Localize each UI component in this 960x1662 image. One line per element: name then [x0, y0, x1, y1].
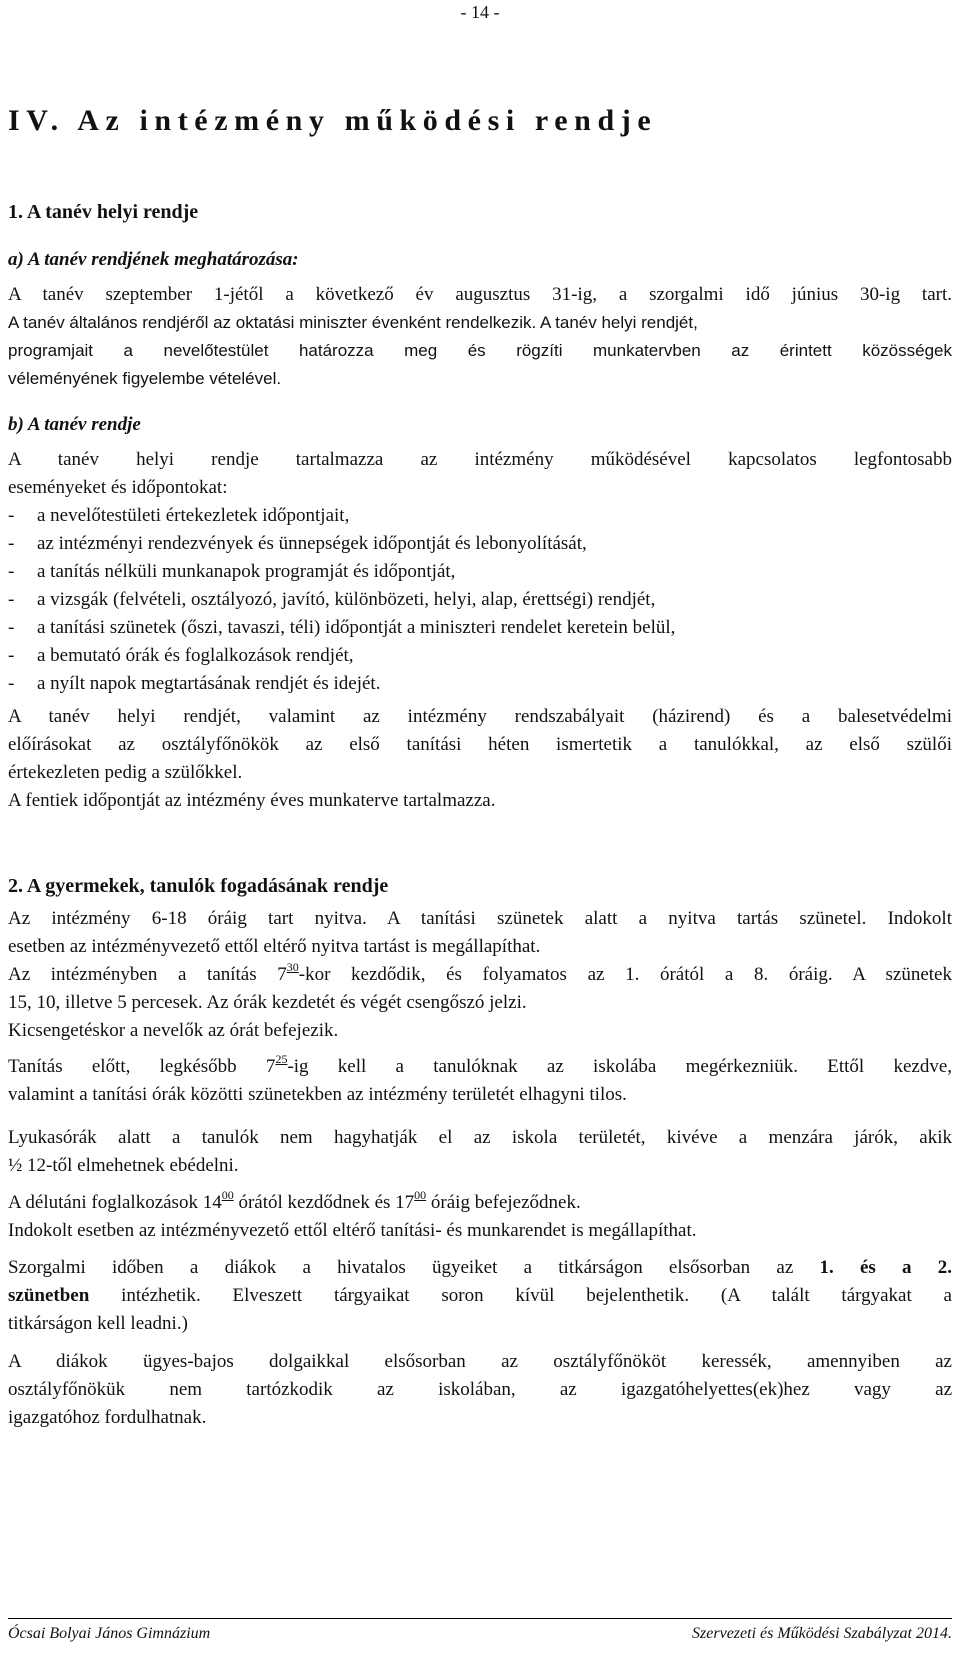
text-line: A tanév helyi rendjét, valamint az intézmény rendszabályait (házirend) és a balesetvédelmi	[8, 706, 952, 727]
text-line: 15, 10, illetve 5 percesek. Az órák kezdetét és végét csengőszó jelzi.	[8, 992, 527, 1013]
text-line: A délutáni foglalkozások $14^{00}$ órától kezdődnek és $17^{00}$ óráig befejeződnek.	[8, 1187, 581, 1213]
text-line: Indokolt esetben az intézményvezető ettől eltérő tanítási- és munkarendet is megállapíthat.	[8, 1220, 697, 1241]
list-item: - a nyílt napok megtartásának rendjét és idejét.	[8, 673, 381, 694]
section-1-heading: 1. A tanév helyi rendje	[8, 201, 199, 223]
subsection-b-intro	[8, 446, 952, 502]
afternoon-activities-paragraph	[8, 1189, 952, 1245]
page-footer	[8, 1618, 952, 1643]
subsection-b-heading: b) A tanév rendje	[8, 414, 141, 435]
text-line: igazgatóhoz fordulhatnak.	[8, 1407, 207, 1428]
subsection-a-text	[8, 281, 952, 309]
text-line: Lyukasórák alatt a tanulók nem hagyhatják el az iskola területét, kivéve a menzára járók, akik	[8, 1127, 952, 1148]
list-item: - a nevelőtestületi értekezletek időpontjait,	[8, 505, 350, 526]
free-period-paragraph	[8, 1124, 952, 1180]
list-item: - a tanítási szünetek (őszi, tavaszi, téli) időpontját a miniszteri rendelet keretein belül,	[8, 617, 676, 638]
text-line: Tanítás előtt, legkésőbb $7^{25}-ig$ kell a tanulóknak az iskolába megérkezniük. Ettől kezdve,	[8, 1051, 953, 1077]
bullet-list	[8, 502, 952, 698]
student-issues-paragraph	[8, 1348, 952, 1432]
subsection-a-heading: a) A tanév rendjének meghatározása:	[8, 249, 299, 270]
page-number: - 14 -	[460, 2, 500, 22]
text-line: A fentiek időpontját az intézmény éves munkaterve tartalmazza.	[8, 790, 496, 811]
text-line: osztályfőnökük nem tartózkodik az iskolában, az igazgatóhelyettes(ek)hez vagy az	[8, 1379, 952, 1400]
opening-hours-paragraph	[8, 905, 952, 961]
footer-document-title: Szervezeti és Működési Szabályzat 2014.	[692, 1625, 952, 1642]
text-line: Az intézmény 6-18 óráig tart nyitva. A tanítási szünetek alatt a nyitva tartás szünetel. Indokolt	[8, 908, 952, 929]
text-line: Szorgalmi időben a diákok a hivatalos ügyeiket a titkárságon elsősorban az 1. és a 2.	[8, 1257, 952, 1278]
text-line: programjait a nevelőtestület határozza meg és rögzíti munkatervben az érintett közösségek	[8, 341, 952, 360]
text-line: Kicsengetéskor a nevelők az órát befejezik.	[8, 1020, 339, 1041]
text-line: előírásokat az osztályfőnökök az első tanítási héten ismertetik a tanulókkal, az első szülői	[8, 734, 952, 755]
arrival-paragraph	[8, 1053, 952, 1109]
list-item: - az intézményi rendezvények és ünnepségek időpontját és lebonyolítását,	[8, 533, 587, 554]
text-line: értekezleten pedig a szülőkkel.	[8, 762, 243, 783]
list-item: - a bemutató órák és foglalkozások rendjét,	[8, 645, 354, 666]
text-line: A diákok ügyes-bajos dolgaikkal elsősorban az osztályfőnököt keressék, amennyiben az	[8, 1351, 952, 1372]
text-line: A tanév általános rendjéről az oktatási miniszter évenként rendelkezik. A tanév helyi rendjét,	[8, 313, 698, 332]
text-line: esetben az intézményvezető ettől eltérő nyitva tartást is megállapíthat.	[8, 936, 541, 957]
subsection-b-paragraph	[8, 703, 952, 815]
text-line: valamint a tanítási órák közötti szünetekben az intézmény területét elhagyni tilos.	[8, 1084, 627, 1105]
text-line: titkárságon kell leadni.)	[8, 1313, 188, 1334]
text-line: A tanév helyi rendje tartalmazza az intézmény működésével kapcsolatos legfontosabb	[8, 449, 952, 470]
text-line: A tanév szeptember 1-jétől a következő év augusztus 31-ig, a szorgalmi idő június 30-ig tart.	[8, 284, 952, 305]
text-line: véleményének figyelembe vételével.	[8, 369, 282, 388]
list-item: - a vizsgák (felvételi, osztályozó, javító, különbözeti, helyi, alap, érettségi) rendjét,	[8, 589, 656, 610]
chapter-title: IV. Az intézmény működési rendje	[8, 104, 658, 137]
list-item: - a tanítás nélküli munkanapok programját és időpontját,	[8, 561, 456, 582]
section-2-heading: 2. A gyermekek, tanulók fogadásának rendje	[8, 875, 389, 897]
subsection-a-text-sans	[8, 309, 952, 393]
footer-school-name: Ócsai Bolyai János Gimnázium	[8, 1625, 211, 1642]
text-line: ½ 12-től elmehetnek ebédelni.	[8, 1155, 239, 1176]
text-line: szünetben intézhetik. Elveszett tárgyaikat soron kívül bejelenthetik. (A talált tárgyakat a	[8, 1285, 952, 1306]
text-line: Az intézményben a tanítás $7^{30}$-kor kezdődik, és folyamatos az 1. órától a 8. óráig. A szünetek	[8, 959, 952, 985]
text-line: eseményeket és időpontokat:	[8, 477, 228, 498]
office-hours-paragraph	[8, 1254, 952, 1338]
lesson-schedule-paragraph	[8, 961, 952, 1045]
